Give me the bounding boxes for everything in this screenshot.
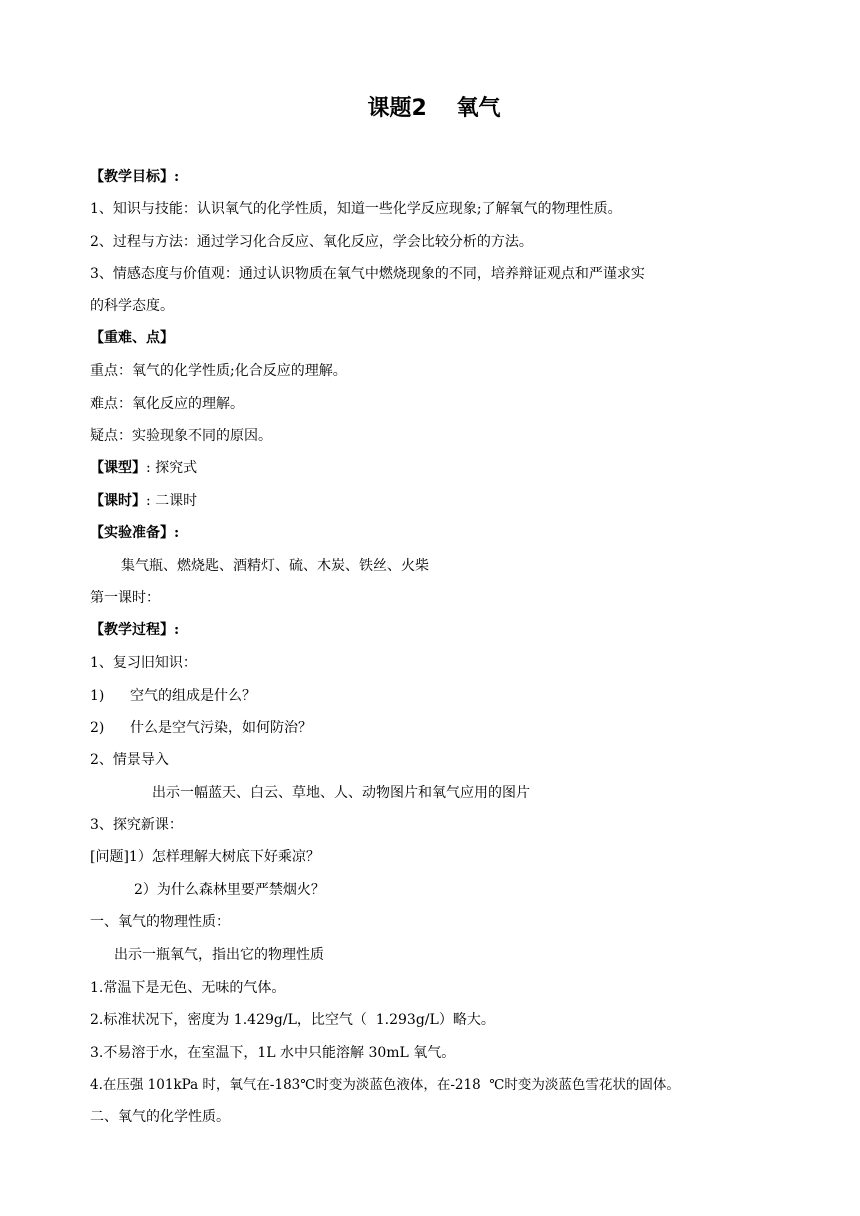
explore-heading: 3、探究新课： <box>90 817 183 833</box>
lesson-time <box>90 491 197 511</box>
key-point-doubt: 疑点：实验现象不同的原因。 <box>90 428 272 444</box>
physical-show: 出示一瓶氧气，指出它的物理性质 <box>114 947 324 963</box>
objective-1: 1、知识与技能：认识氧气的化学性质，知道一些化学反应现象;了解氧气的物理性质。 <box>90 201 622 217</box>
review-q1: 空气的组成是什么？ <box>130 688 256 704</box>
first-lesson: 第一课时： <box>90 590 160 606</box>
physical-property-3: 3.不易溶于水，在室温下，1L 水中只能溶解 30mL 氧气。 <box>90 1045 456 1061</box>
physical-property-2: 2.标准状况下，密度为 1.429g/L，比空气（ 1.293g/L）略大。 <box>90 1012 495 1028</box>
prep-heading: 【实验准备】: <box>90 525 180 541</box>
key-points-heading: 【重难、点】 <box>90 330 174 346</box>
review-heading: 1、复习旧知识： <box>90 655 197 671</box>
lesson-time-label: 【课时】 <box>90 493 146 509</box>
objectives-heading: 【教学目标】: <box>90 169 180 185</box>
intro-detail: 出示一幅蓝天、白云、草地、人、动物图片和氧气应用的图片 <box>152 785 530 801</box>
physical-heading: 一、氧气的物理性质： <box>90 914 230 930</box>
question-1: [问题]1）怎样理解大树底下好乘凉？ <box>90 849 320 865</box>
chemical-heading: 二、氧气的化学性质。 <box>90 1109 230 1125</box>
prep-items: 集气瓶、燃烧匙、酒精灯、硫、木炭、铁丝、火柴 <box>121 558 429 574</box>
objective-3-line-2: 的科学态度。 <box>90 298 174 314</box>
page-title: 课题2 氧气 <box>367 96 501 121</box>
review-q2-number: 2) <box>90 720 105 736</box>
key-point-difficulty: 难点：氧化反应的理解。 <box>90 396 244 412</box>
lesson-type-value: : 探究式 <box>146 460 198 476</box>
question-2: 2）为什么森林里要严禁烟火？ <box>134 882 325 898</box>
lesson-type-label: 【课型】 <box>90 460 146 476</box>
review-q1-number: 1) <box>90 688 105 704</box>
intro-heading: 2、情景导入 <box>90 752 169 768</box>
key-point-focus: 重点：氧气的化学性质;化合反应的理解。 <box>90 363 347 379</box>
objective-3-line-1: 3、情感态度与价值观：通过认识物质在氧气中燃烧现象的不同，培养辩证观点和严谨求实 <box>90 266 645 282</box>
physical-property-1: 1.常温下是无色、无味的气体。 <box>90 980 286 996</box>
physical-property-4: 4.在压强 101kPa 时，氧气在-183℃时变为淡蓝色液体，在-218 ℃时变为淡蓝色雪花状的固体。 <box>90 1077 680 1093</box>
lesson-time-value: : 二课时 <box>146 493 198 509</box>
objective-2: 2、过程与方法：通过学习化合反应、氧化反应，学会比较分析的方法。 <box>90 234 533 250</box>
lesson-type <box>90 458 197 478</box>
review-q2: 什么是空气污染，如何防治？ <box>130 720 312 736</box>
process-heading: 【教学过程】: <box>90 622 180 638</box>
